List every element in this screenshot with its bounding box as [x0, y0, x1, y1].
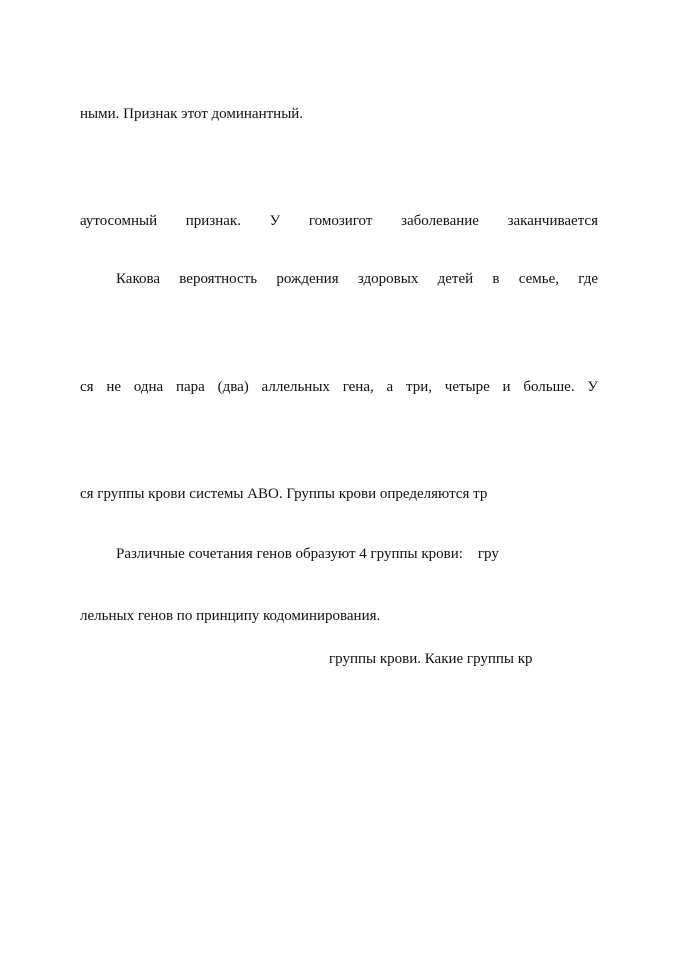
text-line-5: ся группы крови системы АВО. Группы крови определяются тр: [80, 486, 488, 502]
text-line-8: группы крови. Какие группы кр: [329, 651, 533, 667]
text-line-1: ными. Признак этот доминантный.: [80, 106, 304, 122]
text-line-6: Различные сочетания генов образуют 4 группы крови: гру: [116, 546, 499, 562]
text-line-3: Какова вероятность рождения здоровых детей в семье, где: [116, 271, 598, 287]
text-line-7: лельных генов по принципу кодоминирования.: [80, 608, 381, 624]
text-line-4: ся не одна пара (два) аллельных гена, а три, четыре и больше. У: [80, 379, 598, 395]
text-line-2: аутосомный признак. У гомозигот заболевание заканчивается: [80, 213, 598, 229]
